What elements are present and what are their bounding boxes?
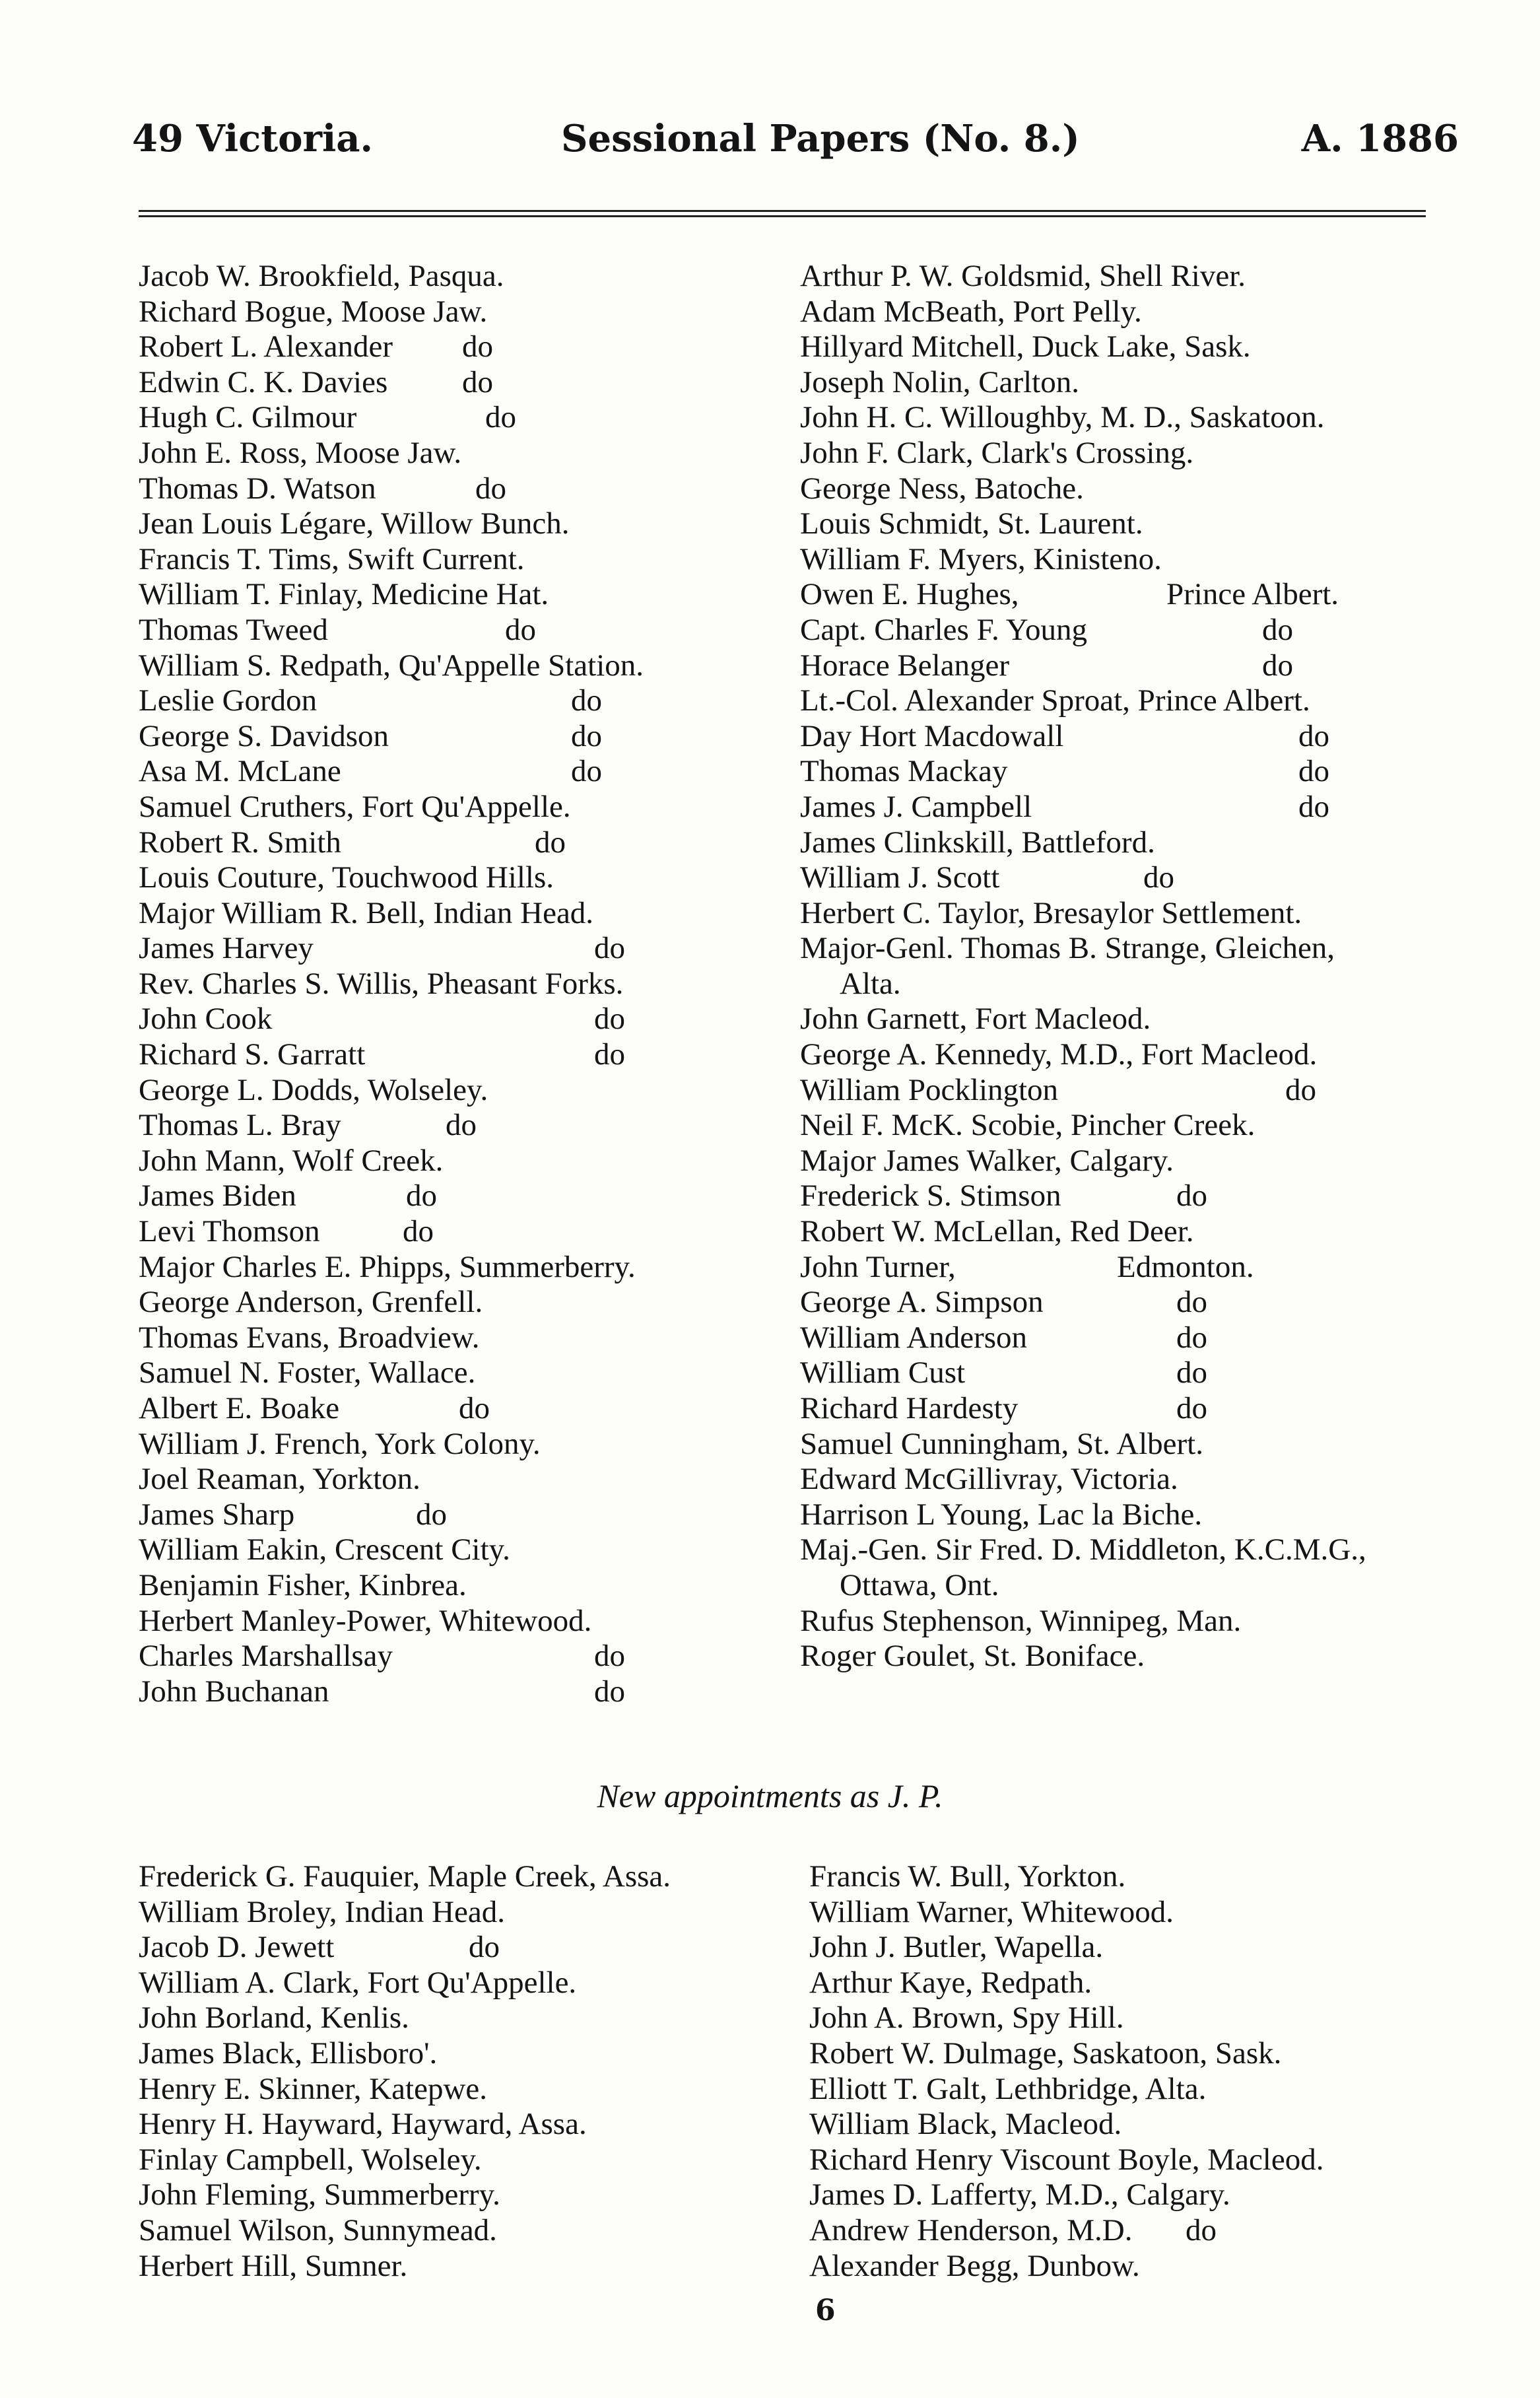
entry-name: James Biden xyxy=(139,1179,296,1214)
entry-place: do xyxy=(1298,754,1329,789)
entry-name: Charles Marshallsay xyxy=(139,1639,393,1674)
list-item xyxy=(139,2249,805,2284)
entry-name: Joel Reaman, Yorkton. xyxy=(139,1462,420,1497)
entry-name: George Ness, Batoche. xyxy=(800,471,1084,506)
entry-name: Rev. Charles S. Willis, Pheasant Forks. xyxy=(139,966,624,1001)
list-item xyxy=(139,613,786,648)
entry-place: do xyxy=(1176,1285,1207,1320)
list-item xyxy=(809,1930,1476,1966)
list-item xyxy=(800,1532,1473,1568)
entry-name: William Cust xyxy=(800,1355,966,1390)
entry-name: Thomas Mackay xyxy=(800,754,1008,789)
list-item xyxy=(800,896,1473,932)
entry-place: do xyxy=(571,683,602,718)
entry-name: William J. Scott xyxy=(800,860,1000,895)
list-item xyxy=(800,1073,1473,1109)
entry-place: do xyxy=(594,1674,625,1709)
entry-place: do xyxy=(1285,1072,1316,1107)
entry-name: Harrison L Young, Lac la Biche. xyxy=(800,1497,1203,1532)
entry-name: Major William R. Bell, Indian Head. xyxy=(139,895,594,930)
list-item xyxy=(139,967,786,1002)
list-item xyxy=(139,436,786,471)
list-item xyxy=(800,1604,1473,1639)
entry-name: Day Hort Macdowall xyxy=(800,718,1064,753)
list-item xyxy=(800,294,1473,330)
list-item xyxy=(800,1108,1473,1144)
entry-place: do xyxy=(459,1391,490,1425)
entry-name: John Buchanan xyxy=(139,1674,329,1709)
entry-name: Robert W. McLellan, Red Deer. xyxy=(800,1214,1194,1249)
entry-place: do xyxy=(416,1497,447,1532)
list-item xyxy=(139,577,786,613)
list-item xyxy=(800,1179,1473,1214)
entry-name: Alexander Begg, Dunbow. xyxy=(809,2248,1140,2283)
list-item xyxy=(139,1214,786,1250)
list-item xyxy=(809,1895,1476,1931)
list-item xyxy=(800,1391,1473,1427)
list-item xyxy=(139,1144,786,1179)
entry-name: Louis Couture, Touchwood Hills. xyxy=(139,860,554,895)
entry-name: James J. Campbell xyxy=(800,789,1032,824)
appointments-list-right xyxy=(809,1859,1476,2284)
entry-name: John Cook xyxy=(139,1002,273,1037)
list-item xyxy=(800,790,1473,825)
list-item xyxy=(800,719,1473,755)
entry-name: Levi Thomson xyxy=(139,1214,320,1249)
list-item xyxy=(139,1859,805,1895)
list-item xyxy=(800,506,1473,542)
entry-name: John Borland, Kenlis. xyxy=(139,2001,409,2036)
list-item xyxy=(800,471,1473,507)
list-item xyxy=(800,1214,1473,1250)
entry-name: George L. Dodds, Wolseley. xyxy=(139,1072,488,1107)
list-item xyxy=(139,931,786,967)
list-item xyxy=(139,259,786,294)
entry-place: do xyxy=(1176,1391,1207,1425)
entry-place: do xyxy=(462,364,493,399)
list-item xyxy=(800,329,1473,365)
entry-name: Benjamin Fisher, Kinbrea. xyxy=(139,1567,467,1602)
entry-place: do xyxy=(1298,789,1329,824)
entry-name: William S. Redpath, Qu'Appelle Station. xyxy=(139,648,644,683)
list-item xyxy=(800,825,1473,861)
entry-place: do xyxy=(462,329,493,364)
entry-name: John Turner, xyxy=(800,1249,956,1284)
list-item xyxy=(800,967,1473,1002)
list-item xyxy=(809,2177,1476,2213)
entry-name: John A. Brown, Spy Hill. xyxy=(809,2001,1124,2036)
entry-place: Prince Albert. xyxy=(1166,577,1339,612)
entry-name: Asa M. McLane xyxy=(139,754,341,789)
list-item xyxy=(139,1002,786,1037)
list-item xyxy=(139,1639,786,1674)
list-item xyxy=(800,259,1473,294)
list-item xyxy=(809,2107,1476,2142)
entry-name: Richard Hardesty xyxy=(800,1391,1019,1425)
list-item xyxy=(139,1568,786,1604)
list-item xyxy=(800,1285,1473,1320)
entry-name: William J. French, York Colony. xyxy=(139,1426,541,1461)
list-item xyxy=(139,648,786,684)
entry-place: do xyxy=(1298,718,1329,753)
entry-name: James D. Lafferty, M.D., Calgary. xyxy=(809,2177,1230,2212)
list-item xyxy=(800,577,1473,613)
list-item xyxy=(139,719,786,755)
appointments-list-left xyxy=(139,1859,805,2284)
entry-place: do xyxy=(594,1639,625,1674)
list-item xyxy=(809,2142,1476,2178)
entry-name: Robert L. Alexander xyxy=(139,329,393,364)
list-item xyxy=(139,896,786,932)
list-item xyxy=(139,1674,786,1710)
entry-name: William A. Clark, Fort Qu'Appelle. xyxy=(139,1965,577,2000)
entry-name: Major James Walker, Calgary. xyxy=(800,1143,1174,1178)
list-item xyxy=(800,542,1473,578)
entry-name: George A. Simpson xyxy=(800,1285,1044,1320)
entry-name: Rufus Stephenson, Winnipeg, Man. xyxy=(800,1603,1242,1638)
list-item xyxy=(139,825,786,861)
list-item xyxy=(800,1427,1473,1462)
entry-name: Thomas Tweed xyxy=(139,612,328,647)
entry-name: Horace Belanger xyxy=(800,648,1010,683)
list-item xyxy=(139,683,786,719)
entry-name: William T. Finlay, Medicine Hat. xyxy=(139,577,549,612)
list-item xyxy=(139,1037,786,1073)
list-item xyxy=(139,2213,805,2249)
entry-name: George S. Davidson xyxy=(139,718,389,753)
entry-name: Andrew Henderson, M.D. xyxy=(809,2212,1133,2247)
entry-name: Adam McBeath, Port Pelly. xyxy=(800,294,1142,329)
list-item xyxy=(809,2213,1476,2249)
entry-name: Major Charles E. Phipps, Summerberry. xyxy=(139,1249,636,1284)
page-number: 6 xyxy=(815,2294,836,2327)
list-item xyxy=(800,683,1473,719)
list-item xyxy=(139,1108,786,1144)
entry-place: do xyxy=(1186,2212,1217,2247)
entry-name: Finlay Campbell, Wolseley. xyxy=(139,2142,482,2177)
entry-name: John J. Butler, Wapella. xyxy=(809,1930,1104,1965)
entry-name: Frederick S. Stimson xyxy=(800,1179,1061,1214)
justices-list-left xyxy=(139,259,786,1709)
list-item xyxy=(800,1250,1473,1285)
entry-place: do xyxy=(571,754,602,789)
entry-name: Arthur Kaye, Redpath. xyxy=(809,1965,1092,2000)
entry-name: Alta. xyxy=(840,966,901,1001)
list-item xyxy=(800,1037,1473,1073)
list-item xyxy=(139,2001,805,2036)
list-item xyxy=(800,1568,1473,1604)
list-item xyxy=(139,365,786,401)
entry-name: Edwin C. K. Davies xyxy=(139,364,388,399)
entry-name: John E. Ross, Moose Jaw. xyxy=(139,435,462,470)
entry-place: do xyxy=(594,1037,625,1072)
entry-name: John Fleming, Summerberry. xyxy=(139,2177,500,2212)
list-item xyxy=(139,2107,805,2142)
section-subheading: New appointments as J. P. xyxy=(597,1777,943,1814)
list-item xyxy=(800,1462,1473,1497)
entry-name: Edward McGillivray, Victoria. xyxy=(800,1462,1178,1497)
entry-place: do xyxy=(505,612,536,647)
entry-name: Herbert C. Taylor, Bresaylor Settlement. xyxy=(800,895,1302,930)
entry-name: Samuel Wilson, Sunnymead. xyxy=(139,2212,497,2247)
entry-name: Neil F. McK. Scobie, Pincher Creek. xyxy=(800,1108,1255,1143)
header-rule xyxy=(139,210,1426,212)
entry-place: do xyxy=(446,1108,477,1143)
entry-place: do xyxy=(469,1930,500,1965)
header-title: Sessional Papers (No. 8.) xyxy=(561,117,1080,160)
entry-place: do xyxy=(1176,1355,1207,1390)
list-item xyxy=(800,436,1473,471)
list-item xyxy=(809,2001,1476,2036)
entry-name: George Anderson, Grenfell. xyxy=(139,1285,483,1320)
entry-name: Frederick G. Fauquier, Maple Creek, Assa. xyxy=(139,1859,671,1894)
list-item xyxy=(800,1320,1473,1356)
entry-name: Henry H. Hayward, Hayward, Assa. xyxy=(139,2107,587,2142)
list-item xyxy=(139,2142,805,2178)
entry-name: Richard Bogue, Moose Jaw. xyxy=(139,294,488,329)
list-item xyxy=(800,400,1473,436)
list-item xyxy=(800,754,1473,790)
entry-place: do xyxy=(1143,860,1174,895)
entry-place: do xyxy=(485,400,516,435)
entry-place: do xyxy=(403,1214,434,1249)
entry-name: Thomas D. Watson xyxy=(139,471,376,506)
header-year: A. 1886 xyxy=(1301,117,1459,160)
list-item xyxy=(139,1462,786,1497)
list-item xyxy=(139,860,786,896)
entry-name: Jacob W. Brookfield, Pasqua. xyxy=(139,259,504,293)
list-item xyxy=(139,1966,805,2001)
entry-place: do xyxy=(594,931,625,966)
entry-name: William Pocklington xyxy=(800,1072,1059,1107)
list-item xyxy=(139,1391,786,1427)
list-item xyxy=(139,2036,805,2072)
list-item xyxy=(139,294,786,330)
justices-list-right xyxy=(800,259,1473,1674)
entry-name: Francis W. Bull, Yorkton. xyxy=(809,1859,1126,1894)
entry-place: do xyxy=(1262,612,1293,647)
entry-place: do xyxy=(1176,1320,1207,1355)
entry-name: Albert E. Boake xyxy=(139,1391,340,1425)
entry-place: do xyxy=(571,718,602,753)
list-item xyxy=(809,2249,1476,2284)
entry-name: John Mann, Wolf Creek. xyxy=(139,1143,444,1178)
entry-place: do xyxy=(475,471,506,506)
list-item xyxy=(139,754,786,790)
page-header xyxy=(132,112,1459,165)
list-item xyxy=(139,1604,786,1639)
entry-name: William Broley, Indian Head. xyxy=(139,1894,505,1929)
entry-name: John F. Clark, Clark's Crossing. xyxy=(800,435,1194,470)
entry-name: George A. Kennedy, M.D., Fort Macleod. xyxy=(800,1037,1318,1072)
list-item xyxy=(809,2072,1476,2107)
entry-name: Jean Louis Légare, Willow Bunch. xyxy=(139,506,570,541)
entry-name: Robert W. Dulmage, Saskatoon, Sask. xyxy=(809,2036,1282,2071)
list-item xyxy=(800,613,1473,648)
entry-place: do xyxy=(406,1179,437,1214)
list-item xyxy=(800,1355,1473,1391)
list-item xyxy=(800,1639,1473,1674)
list-item xyxy=(800,860,1473,896)
entry-name: Ottawa, Ont. xyxy=(840,1567,999,1602)
entry-name: John H. C. Willoughby, M. D., Saskatoon. xyxy=(800,400,1325,435)
entry-name: William Black, Macleod. xyxy=(809,2107,1122,2142)
list-item xyxy=(139,400,786,436)
list-item xyxy=(800,1002,1473,1037)
list-item xyxy=(139,1179,786,1214)
list-item xyxy=(139,1285,786,1320)
entry-name: Elliott T. Galt, Lethbridge, Alta. xyxy=(809,2071,1207,2106)
entry-name: Jacob D. Jewett xyxy=(139,1930,335,1965)
list-item xyxy=(139,2177,805,2213)
entry-name: Richard Henry Viscount Boyle, Macleod. xyxy=(809,2142,1324,2177)
header-rule-second xyxy=(139,215,1426,217)
entry-name: William F. Myers, Kinisteno. xyxy=(800,541,1162,576)
entry-place: do xyxy=(535,825,566,860)
entry-name: Herbert Manley-Power, Whitewood. xyxy=(139,1603,592,1638)
entry-place: do xyxy=(594,1002,625,1037)
list-item xyxy=(139,329,786,365)
entry-name: Hugh C. Gilmour xyxy=(139,400,357,435)
list-item xyxy=(139,506,786,542)
entry-name: Herbert Hill, Sumner. xyxy=(139,2248,408,2283)
list-item xyxy=(139,1320,786,1356)
entry-name: Maj.-Gen. Sir Fred. D. Middleton, K.C.M.G., xyxy=(800,1532,1366,1567)
entry-name: Samuel N. Foster, Wallace. xyxy=(139,1355,476,1390)
entry-name: James Clinkskill, Battleford. xyxy=(800,825,1155,860)
entry-name: Capt. Charles F. Young xyxy=(800,612,1087,647)
entry-place: do xyxy=(1262,648,1293,683)
entry-name: Major-Genl. Thomas B. Strange, Gleichen, xyxy=(800,931,1335,966)
entry-place: do xyxy=(1176,1179,1207,1214)
entry-name: Thomas L. Bray xyxy=(139,1108,341,1143)
entry-name: Leslie Gordon xyxy=(139,683,318,718)
list-item xyxy=(139,1497,786,1533)
entry-place: Edmonton. xyxy=(1117,1249,1254,1284)
list-item xyxy=(800,931,1473,967)
entry-name: Francis T. Tims, Swift Current. xyxy=(139,541,525,576)
list-item xyxy=(139,542,786,578)
list-item xyxy=(139,1895,805,1931)
list-item xyxy=(809,1859,1476,1895)
list-item xyxy=(800,648,1473,684)
entry-name: Hillyard Mitchell, Duck Lake, Sask. xyxy=(800,329,1251,364)
entry-name: Joseph Nolin, Carlton. xyxy=(800,364,1079,399)
entry-name: William Anderson xyxy=(800,1320,1028,1355)
list-item xyxy=(139,2072,805,2107)
entry-name: William Eakin, Crescent City. xyxy=(139,1532,510,1567)
entry-name: John Garnett, Fort Macleod. xyxy=(800,1002,1151,1037)
list-item xyxy=(139,1930,805,1966)
header-volume: 49 Victoria. xyxy=(132,117,374,160)
list-item xyxy=(139,1427,786,1462)
list-item xyxy=(139,1532,786,1568)
entry-name: Robert R. Smith xyxy=(139,825,341,860)
entry-name: Louis Schmidt, St. Laurent. xyxy=(800,506,1143,541)
entry-name: James Black, Ellisboro'. xyxy=(139,2036,438,2071)
list-item xyxy=(139,790,786,825)
list-item xyxy=(139,471,786,507)
list-item xyxy=(139,1355,786,1391)
entry-name: Lt.-Col. Alexander Sproat, Prince Albert. xyxy=(800,683,1310,718)
list-item xyxy=(139,1250,786,1285)
list-item xyxy=(139,1073,786,1109)
list-item xyxy=(800,1497,1473,1533)
entry-name: Richard S. Garratt xyxy=(139,1037,366,1072)
entry-name: James Sharp xyxy=(139,1497,295,1532)
entry-name: Samuel Cunningham, St. Albert. xyxy=(800,1426,1203,1461)
entry-name: Roger Goulet, St. Boniface. xyxy=(800,1639,1145,1674)
list-item xyxy=(809,1966,1476,2001)
list-item xyxy=(800,365,1473,401)
entry-name: Owen E. Hughes, xyxy=(800,577,1019,612)
entry-name: William Warner, Whitewood. xyxy=(809,1894,1174,1929)
list-item xyxy=(809,2036,1476,2072)
entry-name: James Harvey xyxy=(139,931,314,966)
list-item xyxy=(800,1144,1473,1179)
entry-name: Henry E. Skinner, Katepwe. xyxy=(139,2071,488,2106)
entry-name: Thomas Evans, Broadview. xyxy=(139,1320,480,1355)
entry-name: Arthur P. W. Goldsmid, Shell River. xyxy=(800,259,1246,293)
entry-name: Samuel Cruthers, Fort Qu'Appelle. xyxy=(139,789,571,824)
